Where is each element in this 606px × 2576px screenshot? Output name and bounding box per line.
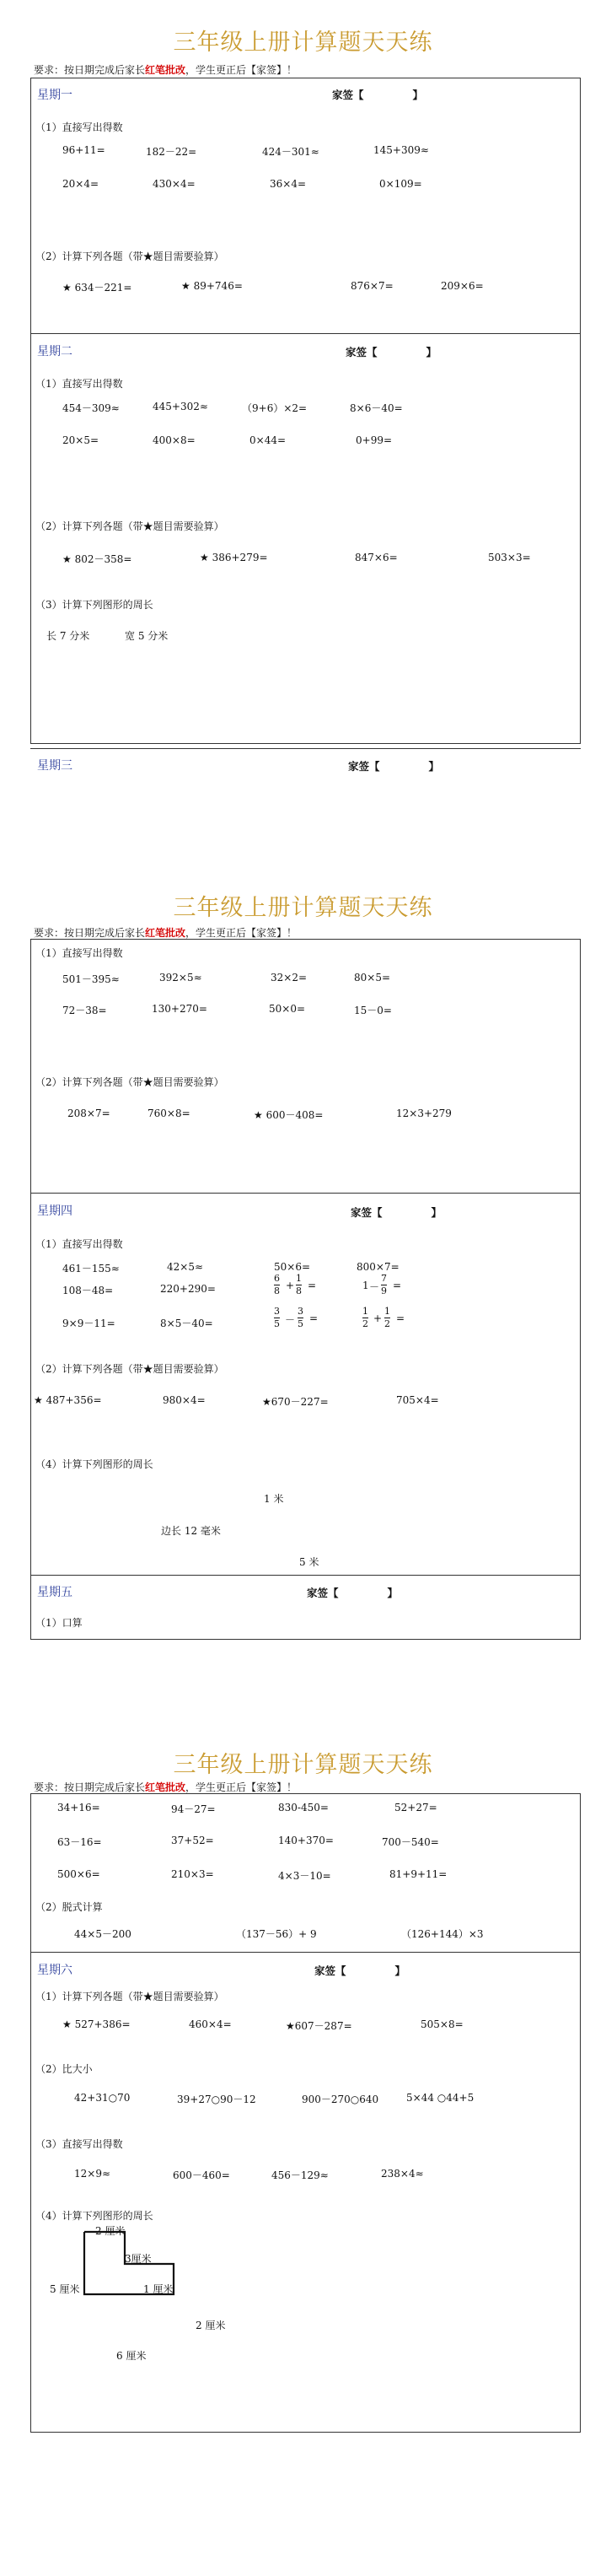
section-heading: （1）直接写出得数 [35, 947, 123, 959]
problem: 980×4= [163, 1394, 206, 1406]
star-icon: ★ [34, 1394, 43, 1406]
problem: 72－38= [62, 1005, 107, 1016]
problem: 8×5－40= [160, 1318, 213, 1329]
problem: 50×6= [274, 1261, 311, 1273]
section-heading: （2）计算下列各题（带★题目需要验算） [35, 1076, 224, 1088]
star-icon: ★ [62, 2018, 72, 2030]
star-icon: ★ [254, 1109, 263, 1121]
section-heading: （2）计算下列各题（带★题目需要验算） [35, 520, 224, 532]
parent-signature: 家签【 】 [346, 346, 437, 358]
divider [30, 333, 581, 334]
star-icon: ★ [200, 552, 209, 563]
problem: （137－56）+ 9 [236, 1928, 317, 1940]
problem: 39+27○90－12 [177, 2094, 256, 2105]
problem: 15－0= [354, 1005, 392, 1016]
problem: ★ 386+279= [200, 552, 268, 563]
problem: ★ 634－221= [62, 282, 132, 294]
fraction: 3 5 [274, 1306, 280, 1329]
problem: 424－301≈ [262, 146, 319, 158]
dimension-label: 1 厘米 [143, 2283, 174, 2295]
problem: 392×5≈ [159, 972, 202, 984]
problem: 34+16= [57, 1802, 100, 1813]
l-shape-figure [0, 2227, 606, 2353]
dimension-label: 边长 12 毫米 [161, 1525, 221, 1537]
dimension-label: 5 厘米 [50, 2283, 80, 2295]
section-heading: （3）计算下列图形的周长 [35, 599, 153, 611]
star-icon: ★ [286, 2020, 295, 2032]
problem: 210×3= [171, 1868, 214, 1880]
requirement-line: 要求：按日期完成后家长红笔批改，学生更正后【家签】！ [34, 64, 298, 76]
parent-signature: 家签【 】 [348, 760, 440, 773]
requirement-highlight: 红笔批改 [145, 64, 186, 76]
problem: 96+11= [62, 144, 105, 156]
dimension-label: 长 7 分米 [46, 630, 90, 642]
problem: ★ 487+356= [34, 1394, 102, 1406]
problem: 12×3+279 [396, 1107, 452, 1119]
section-heading: （1）直接写出得数 [35, 1238, 123, 1250]
dimension-label: 1 米 [264, 1493, 284, 1505]
problem: 208×7= [67, 1107, 110, 1119]
problem: 0+99= [356, 434, 393, 446]
problem: 20×4= [62, 178, 99, 190]
problem: 108－48= [62, 1285, 114, 1296]
divider [30, 1952, 581, 1953]
divider [30, 1575, 581, 1576]
problem: 52+27= [394, 1802, 437, 1813]
dimension-label: 宽 5 分米 [125, 630, 169, 642]
problem: 8×6－40= [350, 402, 403, 414]
problem: 830-450= [278, 1802, 329, 1813]
problem: 800×7= [357, 1261, 400, 1273]
requirement-line: 要求：按日期完成后家长红笔批改，学生更正后【家签】！ [34, 927, 298, 939]
problem: 12×9≈ [74, 2168, 111, 2180]
section-heading: （1）直接写出得数 [35, 378, 123, 390]
day-label-thursday: 星期四 [37, 1204, 72, 1218]
fraction: 6 8 [274, 1273, 280, 1296]
section-heading: （4）计算下列图形的周长 [35, 2210, 153, 2222]
dimension-label: 2 厘米 [196, 2320, 226, 2331]
section-heading: （4）计算下列图形的周长 [35, 1458, 153, 1470]
problem: 140+370= [278, 1835, 334, 1846]
parent-signature: 家签【 】 [332, 89, 424, 101]
problem: 900－270○640 [302, 2094, 379, 2105]
problem: 0×44= [249, 434, 287, 446]
divider [30, 748, 581, 749]
problem: 42×5≈ [167, 1261, 204, 1273]
problem: 130+270= [152, 1003, 207, 1015]
day-label-wednesday: 星期三 [37, 759, 72, 773]
problem: 460×4= [189, 2018, 232, 2030]
problem: 4×3－10= [278, 1870, 331, 1882]
problem: 182－22= [146, 146, 197, 158]
problem: 445+302≈ [153, 401, 208, 412]
problem: 94－27= [171, 1803, 216, 1815]
fraction: 1 2 [362, 1306, 368, 1329]
dimension-label: 6 厘米 [116, 2350, 147, 2362]
problem: 81+9+11= [389, 1868, 448, 1880]
section-heading: （2）比大小 [35, 2063, 93, 2075]
problem: 760×8= [147, 1107, 190, 1119]
divider [30, 1193, 581, 1194]
problem: 400×8= [153, 434, 196, 446]
problem: 501－395≈ [62, 973, 120, 985]
problem: 454－309≈ [62, 402, 120, 414]
star-icon: ★ [262, 1396, 271, 1408]
problem: ★ 600－408= [254, 1109, 324, 1121]
dimension-label: 2 厘米 [95, 2225, 126, 2237]
problem: 9×9－11= [62, 1318, 115, 1329]
problem: 430×4= [153, 178, 196, 190]
problem: ★ 89+746= [181, 280, 243, 292]
parent-signature: 家签【 】 [314, 1964, 406, 1977]
problem: 505×8= [421, 2018, 464, 2030]
problem: 876×7= [351, 280, 394, 292]
section-heading: （1）口算 [35, 1617, 83, 1629]
day-label-monday: 星期一 [37, 89, 72, 102]
problem: 32×2= [271, 972, 308, 984]
problem: 705×4= [396, 1394, 439, 1406]
fraction: 7 9 [381, 1273, 387, 1296]
dimension-label: 5 米 [299, 1556, 319, 1568]
problem: ★ 527+386= [62, 2018, 131, 2030]
problem: 0×109= [379, 178, 422, 190]
section-heading: （3）直接写出得数 [35, 2138, 123, 2150]
problem: （9+6）×2= [242, 402, 308, 414]
star-icon: ★ [181, 280, 190, 292]
section-heading: （2）计算下列各题（带★题目需要验算） [35, 251, 224, 262]
day-label-tuesday: 星期二 [37, 345, 72, 358]
problem: ★607－287= [286, 2020, 352, 2032]
star-icon: ★ [62, 553, 72, 565]
problem: 63－16= [57, 1836, 102, 1848]
fraction: 1 8 [296, 1273, 302, 1296]
problem: 20×5= [62, 434, 99, 446]
problem: （126+144）×3 [401, 1928, 484, 1940]
problem: ★ 802－358= [62, 553, 132, 565]
page-title: 三年级上册计算题天天练 [173, 1752, 433, 1778]
fraction: 1 2 [384, 1306, 390, 1329]
fraction: 3 5 [298, 1306, 303, 1329]
problem: 42+31○70 [74, 2092, 131, 2104]
dimension-label: 3厘米 [125, 2253, 152, 2265]
day-label-friday: 星期五 [37, 1586, 72, 1599]
section-heading: （2）脱式计算 [35, 1901, 103, 1913]
requirement-highlight: 红笔批改 [145, 927, 186, 939]
problem: 37+52= [171, 1835, 214, 1846]
page-title: 三年级上册计算题天天练 [173, 30, 433, 56]
requirement-highlight: 红笔批改 [145, 1781, 186, 1793]
requirement-line: 要求：按日期完成后家长红笔批改，学生更正后【家签】！ [34, 1781, 298, 1793]
page-title: 三年级上册计算题天天练 [173, 895, 433, 921]
problem: ★670－227= [262, 1396, 329, 1408]
star-icon: ★ [62, 282, 72, 294]
problem: 36×4= [270, 178, 307, 190]
problem: 238×4≈ [381, 2168, 424, 2180]
section-heading: （1）计算下列各题（带★题目需要验算） [35, 1991, 224, 2002]
problem: 50×0= [269, 1003, 306, 1015]
problem: 5×44 ○44+5 [406, 2092, 475, 2104]
day-label-saturday: 星期六 [37, 1964, 72, 1977]
problem: 847×6= [355, 552, 398, 563]
problem: 600－460= [173, 2169, 230, 2181]
parent-signature: 家签【 】 [307, 1587, 399, 1599]
problem: 461－155≈ [62, 1263, 120, 1275]
problem: 80×5= [354, 972, 391, 984]
problem: 209×6= [441, 280, 484, 292]
section-heading: （2）计算下列各题（带★题目需要验算） [35, 1363, 224, 1375]
problem: 500×6= [57, 1868, 100, 1880]
problem: 456－129≈ [271, 2169, 329, 2181]
parent-signature: 家签【 】 [351, 1206, 442, 1219]
problem: 503×3= [488, 552, 531, 563]
section-heading: （1）直接写出得数 [35, 121, 123, 133]
problem: 145+309≈ [373, 144, 429, 156]
problem: 220+290= [160, 1283, 216, 1295]
problem: 44×5－200 [74, 1928, 131, 1940]
problem: 700－540= [382, 1836, 439, 1848]
